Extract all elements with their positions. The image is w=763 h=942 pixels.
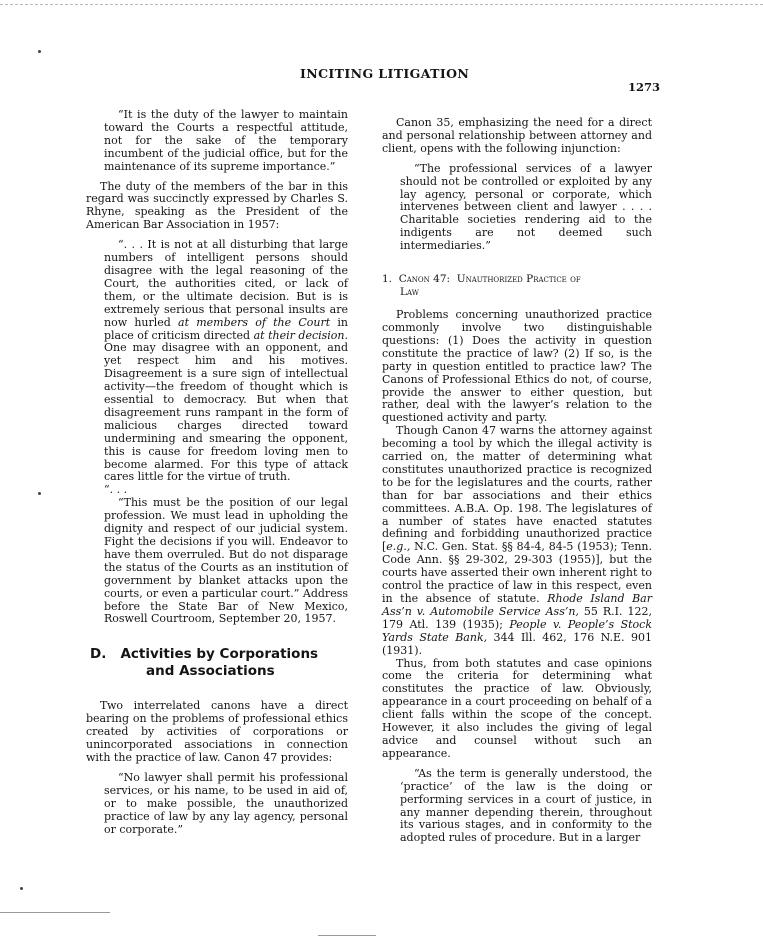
body-paragraph: Two interrelated canons have a direct bearing on the problems of professional ethics created by activities of corporations or unincorporated associations in connection with the practice of law. Canon 47 provides: [86,699,348,764]
quote-block-rhyne [104,239,348,626]
quote-paragraph: “No lawyer shall permit his professional services, or his name, to be used in aid of, or to make possible, the unauthorized practice of law by any lay agency, personal or corporate.” [104,770,348,836]
body-paragraph: Problems concerning unauthorized practice commonly involve two distinguishable questions: (1) Does the activity in question constitute the practice of law? (2) If so, is the party in question entitled to practice law? The Canons of Professional Ethics do not, of course, provide the answer to either question, but rather, deal with the lawyer’s relation to the questioned activity and party. [382,308,652,425]
bottom-scan-line [0,912,110,913]
quote-paragraph: “This must be the position of our legal profession. We must lead in upholding the dignity and respect of our judicial system. Fight the decisions if you will. Endeavor to have them overruled. But do not disparage the status of the Courts as an institution of government by blanket attacks upon the courts, or even a particular court.” Address before the State Bar of New Mexico, Roswell Courtroom, September 20, 1957. [104,496,348,626]
right-column [382,117,652,845]
quote-paragraph: “It is the duty of the lawyer to maintain toward the Courts a respectful attitude, not for the sake of the temporary incumbent of the judicial office, but for the maintenance of its supreme importance.” [104,108,348,173]
running-header-title: INCITING LITIGATION [300,66,470,81]
quote-ellipsis: “. . . [104,483,128,497]
quote-block [104,772,348,837]
body-paragraph: Canon 35, emphasizing the need for a direct and personal relationship between attorney and client, opens with the following injunction: [382,116,652,155]
left-column [86,109,348,836]
quote-block [104,109,348,174]
quote-block [400,163,652,253]
quote-paragraph: “As the term is generally understood, the ‘practice’ of the law is the doing or performing services in a court of justice, in any manner depending therein, throughout its various stages, and in conformity to the adopted rules of procedure. But in a larger [400,766,652,845]
quote-paragraph: “. . . It is not at all disturbing that large numbers of intelligent persons should disagree with the legal reasoning of the Court, the authorities cited, or lack of them, or the ultimate decision. But is is extremely serious that personal insults are now hurled at members of the Court in place of criticism directed at their decision. One may disagree with an opponent, and yet respect him and his motives. Disagreement is a sure sign of intellectual activity—the freedom of thought which is essential to democracy. But when that disagreement runs rampant in the form of malicious charges directed toward undermining and smearing the opponent, this is cause for freedom loving men to become alarmed. For this type of attack cares little for the virtue of truth. [104,238,349,484]
top-border-dashes [0,4,763,5]
quote-paragraph: “The professional services of a lawyer should not be controlled or exploited by any lay agency, personal or corporate, which intervenes between client and lawyer . . . . Charitable societies rendering aid to the indigents are not deemed such intermediaries.” [400,161,652,253]
margin-dot [20,887,23,890]
page-number: 1273 [628,80,661,94]
quote-block [400,768,652,845]
margin-dot [38,492,41,495]
body-paragraph: Though Canon 47 warns the attorney against becoming a tool by which the illegal activity is carried on, the matter of determining what constitutes unauthorized practice is recognized to be for the legislatures and the courts, rather than for bar associations and their ethics committees. A.B.A. Op. 198. The legislatures of a number of states have enacted statutes defining and forbidding unauthorized practice [e.g., N.C. Gen. Stat. §§ 84-4, 84-5 (1953); Tenn. Code Ann. §§ 29-302, 29-303 (1955)], but the courts have asserted their own inherent right to control the practice of law in this respect, even in the absence of statute. Rhode Island Bar Ass’n v. Automobile Service Ass’n, 55 R.I. 122, 179 Atl. 139 (1935); People v. People’s Stock Yards State Bank, 344 Ill. 462, 176 N.E. 901 (1931). [382,424,653,657]
subsection-heading: 1. Canon 47: Unauthorized Practice of Law [382,273,581,299]
margin-dot [38,50,41,53]
section-heading: D. Activities by Corporations and Associations [90,646,319,680]
body-paragraph: Thus, from both statutes and case opinions come the criteria for determining what constitutes the practice of law. Obviously, appearance in a court proceeding on behalf of a client falls within the scope of the concept. However, it also includes the giving of legal advice and counsel without such an appearance. [382,656,652,760]
body-paragraph: The duty of the members of the bar in this regard was succinctly expressed by Charles S. Rhyne, speaking as the President of the American Bar Association in 1957: [86,179,348,232]
bottom-scan-line [318,935,376,936]
